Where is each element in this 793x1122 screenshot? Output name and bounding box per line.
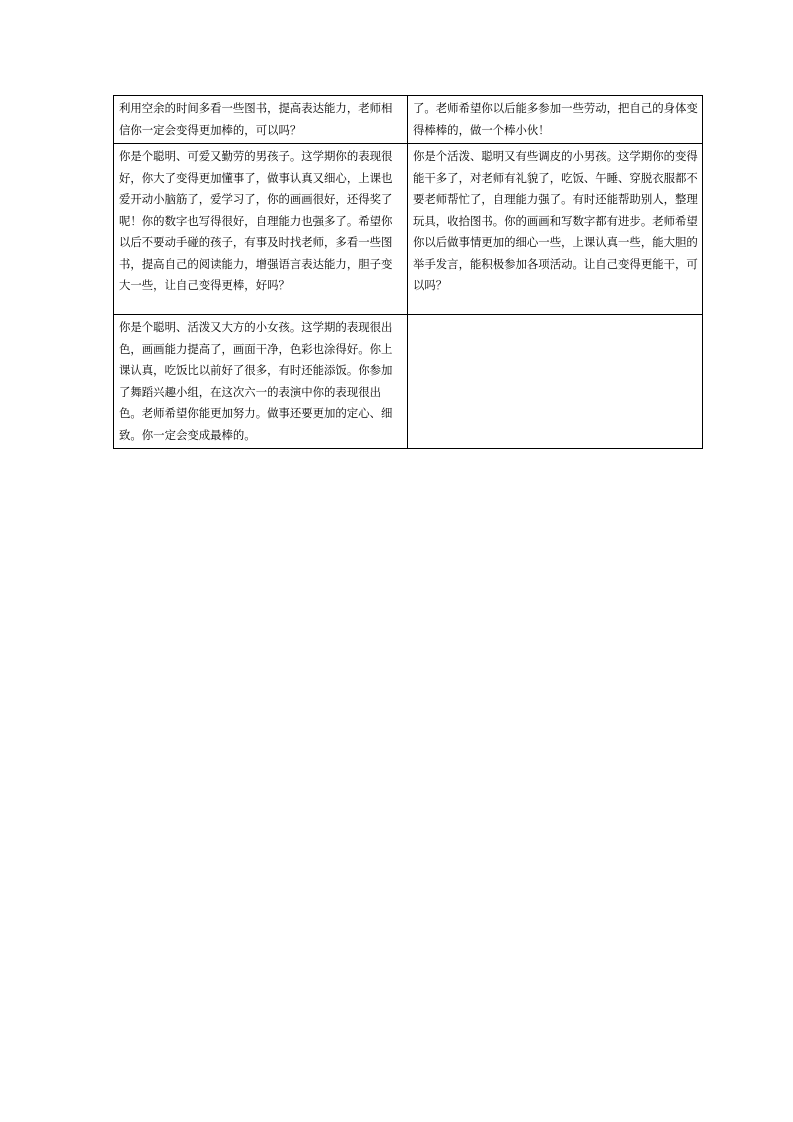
table-cell: 你是个聪明、活泼又大方的小女孩。这学期的表现很出色，画画能力提高了，画面干净，色彩也涂得好。你上课认真，吃饭比以前好了很多，有时还能添饭。你参加了舞蹈兴趣小组，在这次六一的表演中你的表现很出色。老师希望你能更加努力。做事还要更加的定心、细致。你一定会变成最棒的。 — [114, 315, 408, 449]
table-cell: 了。老师希望你以后能多参加一些劳动，把自己的身体变得棒棒的，做一个棒小伙！ — [408, 96, 703, 144]
table-cell: 你是个聪明、可爱又勤劳的男孩子。这学期你的表现很好，你大了变得更加懂事了，做事认真又细心，上课也爱开动小脑筋了，爱学习了，你的画画很好，还得奖了呢！你的数字也写得很好，自理能力也强多了。希望你以后不要动手碰的孩子，有事及时找老师，多看一些图书，提高自己的阅读能力，增强语言表达能力，胆子变大一些，让自己变得更棒，好吗？ — [114, 144, 408, 315]
table-cell: 你是个活泼、聪明又有些调皮的小男孩。这学期你的变得能干多了，对老师有礼貌了，吃饭、午睡、穿脱衣服都不要老师帮忙了，自理能力强了。有时还能帮助别人，整理玩具，收拾图书。你的画画和写数字都有进步。老师希望你以后做事情更加的细心一些，上课认真一些，能大胆的举手发言，能积极参加各项活动。让自己变得更能干，可以吗？ — [408, 144, 703, 315]
teacher-comments-table — [113, 95, 703, 449]
table-row — [114, 315, 703, 449]
table-cell-empty — [408, 315, 703, 449]
table-row — [114, 144, 703, 315]
table-row — [114, 96, 703, 144]
table-cell: 利用空余的时间多看一些图书，提高表达能力，老师相信你一定会变得更加棒的，可以吗？ — [114, 96, 408, 144]
